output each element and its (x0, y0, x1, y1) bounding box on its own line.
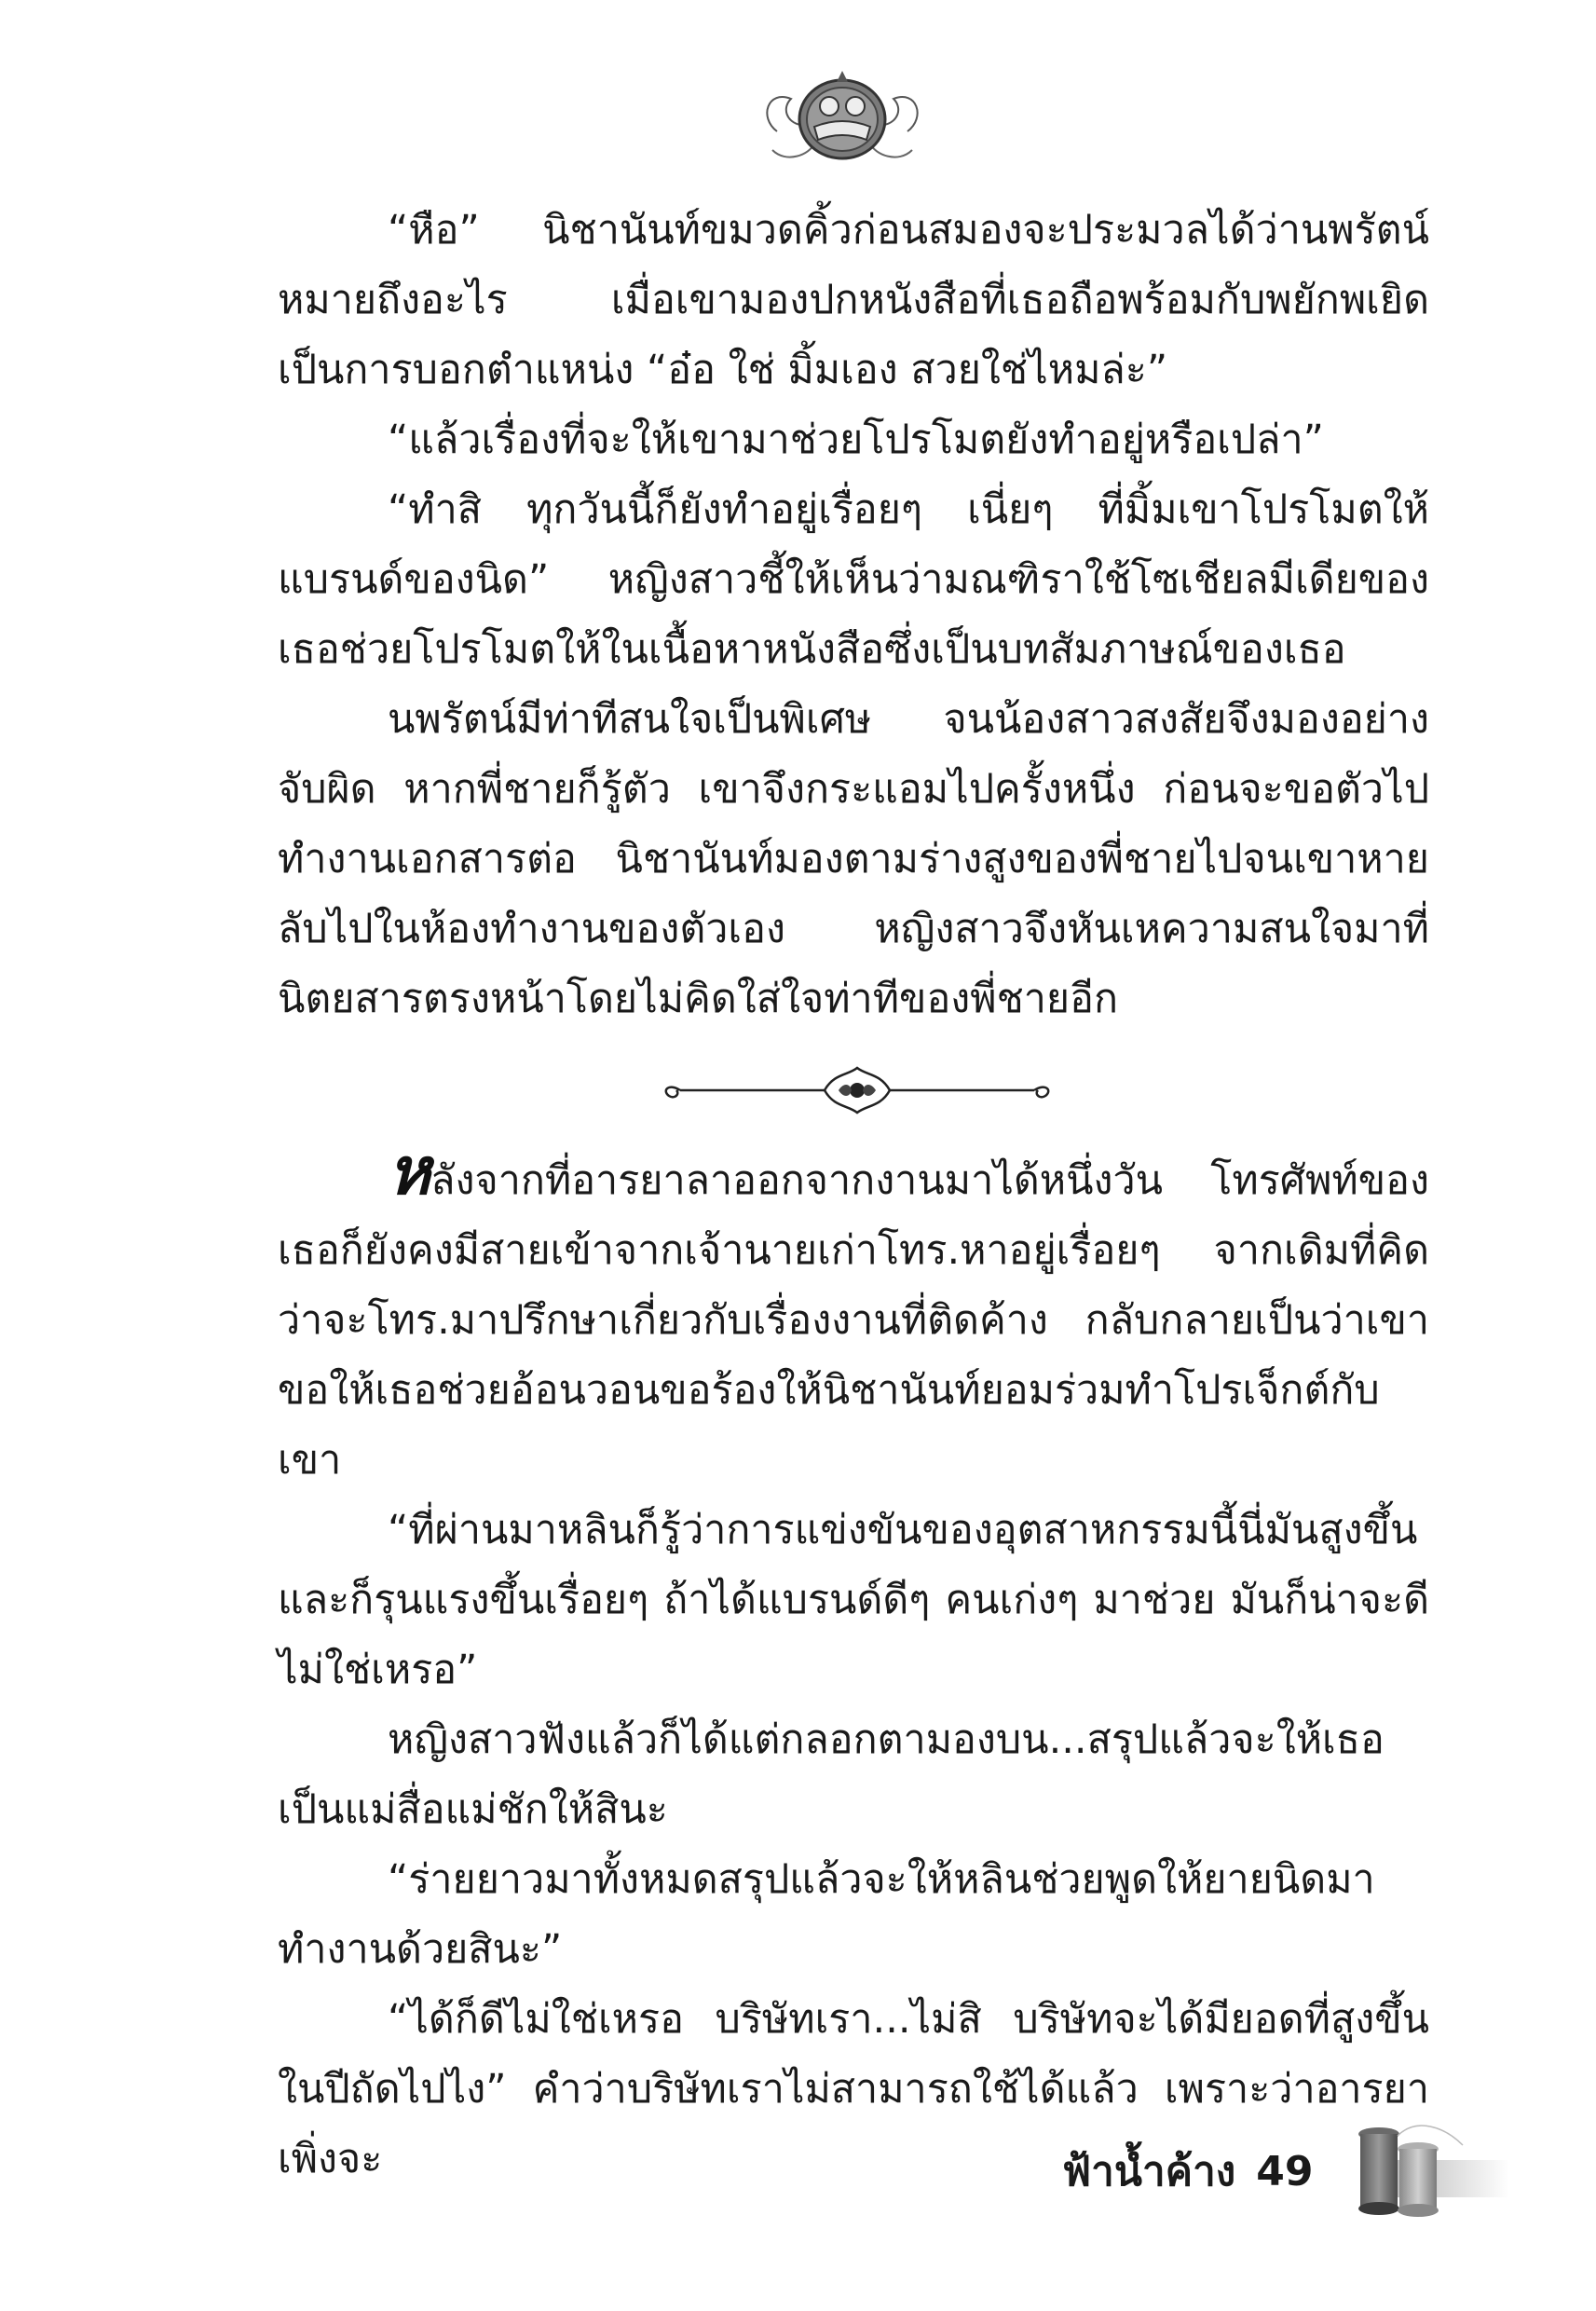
body-text-top (278, 196, 1429, 1034)
drop-cap: ห (388, 1132, 431, 1210)
book-title: ฟ้าน้ำค้าง (1062, 2148, 1236, 2195)
paragraph: “ร่ายยาวมาทั้งหมดสรุปแล้วจะให้หลินช่วยพูดให้ยายนิดมาทำงานด้วยสินะ” (278, 1856, 1375, 1973)
paragraph-text: ลังจากที่อารยาลาออกจากงานมาได้หนึ่งวัน โทรศัพท์ของเธอก็ยังคงมีสายเข้าจากเจ้านายเก่าโทร.หาอยู่เรื่อยๆ จากเดิมที่คิดว่าจะโทร.มาปรึกษาเกี่ยวกับเรื่องงานที่ติดค้าง กลับกลายเป็นว่าเขาขอให้เธอช่วยอ้อนวอนขอร้องให้นิชานันท์ยอมร่วมทำโปรเจ็กต์กับเขา (278, 1157, 1429, 1484)
page-footer (1062, 2134, 1314, 2208)
paragraph: “แล้วเรื่องที่จะให้เขามาช่วยโปรโมตยังทำอยู่หรือเปล่า” (388, 417, 1324, 463)
page-number: 49 (1256, 2147, 1314, 2195)
paragraph: นพรัตน์มีท่าทีสนใจเป็นพิเศษ จนน้องสาวสงสัยจึงมองอย่างจับผิด หากพี่ชายก็รู้ตัว เขาจึงกระแอมไปครั้งหนึ่ง ก่อนจะขอตัวไปทำงานเอกสารต่อ นิชานันท์มองตามร่างสูงของพี่ชายไปจนเขาหายลับไปในห้องทำงานของตัวเอง หญิงสาวจึงหันเหความสนใจมาที่นิตยสารตรงหน้าโดยไม่คิดใส่ใจท่าทีของพี่ชายอีก (278, 696, 1429, 1022)
paragraph: หญิงสาวฟังแล้วก็ได้แต่กลอกตามองบน...สรุปแล้วจะให้เธอเป็นแม่สื่อแม่ชักให้สินะ (278, 1716, 1385, 1833)
paragraph: “หือ” นิชานันท์ขมวดคิ้วก่อนสมองจะประมวลได้ว่านพรัตน์หมายถึงอะไร เมื่อเขามองปกหนังสือที่เธอถือพร้อมกับพยักพเยิดเป็นการบอกตำแหน่ง “อ๋อ ใช่ มิ้มเอง สวยใช่ไหมล่ะ” (278, 207, 1429, 393)
paragraph: “ที่ผ่านมาหลินก็รู้ว่าการแข่งขันของอุตสาหกรรมนี้นี่มันสูงขึ้นและก็รุนแรงขึ้นเรื่อยๆ ถ้าได้แบรนด์ดีๆ คนเก่งๆ มาช่วย มันก็น่าจะดีไม่ใช่เหรอ” (278, 1507, 1429, 1693)
paragraph: “ทำสิ ทุกวันนี้ก็ยังทำอยู่เรื่อยๆ เนี่ยๆ ที่มิ้มเขาโปรโมตให้แบรนด์ของนิด” หญิงสาวชี้ให้เห็นว่ามณฑิราใช้โซเชียลมีเดียของเธอช่วยโปรโมตให้ในเนื้อหาหนังสือซึ่งเป็นบทสัมภาษณ์ของเธอ (278, 486, 1429, 673)
body-text-bottom (278, 1132, 1429, 2195)
paragraph: “ได้ก็ดีไม่ใช่เหรอ บริษัทเรา...ไม่สิ บริษัทจะได้มียอดที่สูงขึ้นในปีถัดไปไง” คำว่าบริษัทเราไม่สามารถใช้ได้แล้ว เพราะว่าอารยาเพิ่งจะ (278, 1996, 1429, 2182)
ornament-emblem-icon (758, 62, 926, 183)
thread-spools-icon (1351, 2117, 1509, 2220)
scroll-ornament-divider-icon (652, 1062, 1062, 1118)
paragraph-with-dropcap (278, 1132, 1429, 1496)
